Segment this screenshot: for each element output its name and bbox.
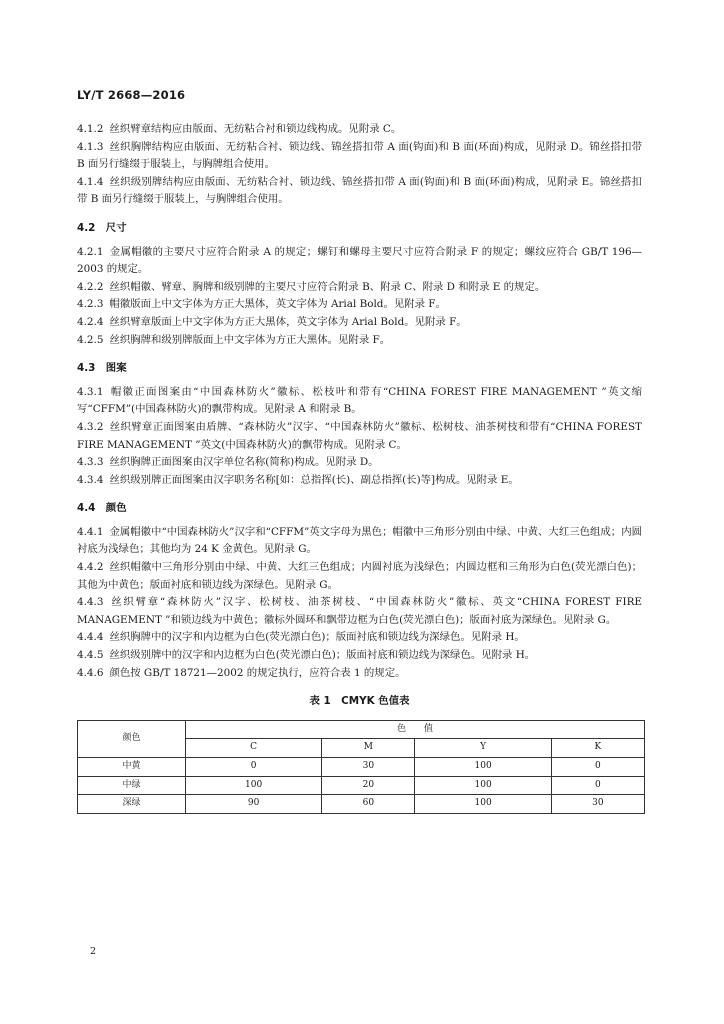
- clause-4-4-3: [77, 594, 642, 629]
- color-column-header: 颜色: [78, 720, 186, 757]
- clause-4-3-3: [77, 454, 642, 472]
- cell-y: 100: [415, 795, 551, 814]
- clause-text: 帽徽正面图案由“中国森林防火”徽标、松枝叶和带有“CHINA FOREST FIRE MANAGEMENT ”英文缩写“CFFM”(中国森林防火)的飘带构成。见附录 A 和附录 B。: [77, 385, 642, 416]
- values-group-header: 色 值: [186, 720, 645, 739]
- clause-4-3-2: [77, 419, 642, 454]
- row-color-name: 深绿: [78, 795, 186, 814]
- clause-text: 丝织帽徽、臂章、胸牌和级别牌的主要尺寸应符合附录 B、附录 C、附录 D 和附录 E 的规定。: [109, 280, 546, 293]
- cell-m: 20: [322, 776, 415, 795]
- row-color-name: 中黄: [78, 758, 186, 777]
- clause-number: 4.4.6: [77, 666, 104, 679]
- clause-4-2-5: [77, 332, 642, 350]
- clause-group-4-1: [77, 121, 642, 209]
- cell-m: 60: [322, 795, 415, 814]
- clause-text: 丝织胸牌正面图案由汉字单位名称(简称)构成。见附录 D。: [109, 456, 379, 469]
- clause-text: 丝织胸牌结构应由版面、无纺粘合衬、锁边线、锦丝搭扣带 A 面(钩面)和 B 面(环面)构成，见附录 D。锦丝搭扣带 B 面另行缝缀于服装上，与胸牌组合使用。: [77, 140, 642, 171]
- cell-k: 0: [551, 776, 644, 795]
- clause-number: 4.4.1: [77, 525, 104, 538]
- clause-4-4-1: [77, 524, 642, 559]
- cell-y: 100: [415, 758, 551, 777]
- clause-text: 丝织帽徽中三角形分别由中绿、中黄、大红三色组成；内圆衬底为浅绿色；内圆边框和三角形为白色(荧光漂白色)；其他为中黄色；版面衬底和锁边线为深绿色。见附录 G。: [77, 561, 642, 591]
- clause-4-1-3: [77, 139, 642, 174]
- clause-group-4-3: [77, 384, 642, 490]
- clause-number: 4.4.3: [77, 596, 104, 609]
- cell-m: 30: [322, 758, 415, 777]
- clause-4-2-4: [77, 314, 642, 332]
- table-row: [78, 776, 645, 795]
- clause-number: 4.4.5: [77, 649, 104, 662]
- clause-number: 4.3.2: [77, 420, 104, 433]
- table-row: [78, 795, 645, 814]
- clause-4-2-3: [77, 296, 642, 314]
- header-k: K: [551, 739, 644, 758]
- clause-4-2-1: [77, 244, 642, 279]
- clause-text: 丝织胸牌中的汉字和内边框为白色(荧光漂白色)；版面衬底和锁边线为深绿色。见附录 H。: [109, 631, 525, 644]
- clause-4-1-2: [77, 121, 642, 139]
- clause-number: 4.2.2: [77, 280, 104, 293]
- header-c: C: [186, 739, 322, 758]
- cell-c: 0: [186, 758, 322, 777]
- clause-text: 丝织级别牌中的汉字和内边框为白色(荧光漂白色)；版面衬底和锁边线为深绿色。见附录 H。: [109, 649, 536, 662]
- clause-4-4-6: [77, 665, 642, 683]
- cell-c: 90: [186, 795, 322, 814]
- clause-group-4-2: [77, 244, 642, 350]
- clause-number: 4.1.3: [77, 140, 104, 153]
- clause-number: 4.1.4: [77, 175, 104, 188]
- cmyk-table: [77, 720, 645, 814]
- clause-number: 4.3.3: [77, 456, 104, 469]
- clause-text: 颜色按 GB/T 18721—2002 的规定执行，应符合表 1 的规定。: [109, 666, 406, 679]
- section-heading-colors: 4.4 颜色: [77, 502, 127, 515]
- table-header-row: [78, 720, 645, 739]
- cell-k: 0: [551, 758, 644, 777]
- table-caption: 表 1 CMYK 色值表: [309, 695, 410, 708]
- clause-4-2-2: [77, 279, 642, 297]
- header-y: Y: [415, 739, 551, 758]
- clause-text: 丝织臂章结构应由版面、无纺粘合衬和锁边线构成。见附录 C。: [109, 123, 402, 135]
- clause-4-3-4: [77, 472, 642, 490]
- standard-code-header: LY/T 2668—2016: [77, 88, 186, 102]
- document-body: [77, 121, 642, 814]
- clause-group-4-4: [77, 524, 642, 682]
- clause-text: 丝织臂章“森林防火”汉字、松树枝、油茶树枝、“中国森林防火”徽标、英文“CHINA FOREST FIRE MANAGEMENT ”和锁边线为中黄色；徽标外圆环和飘带边框为白色(荧光漂白色)；版面衬底为深绿色。见附录 G。: [77, 596, 642, 626]
- clause-4-1-4: [77, 174, 642, 209]
- clause-text: 丝织臂章正面图案由盾牌、“森林防火”汉字、“中国森林防火”徽标、松树枝、油茶树枝和带有“CHINA FOREST FIRE MANAGEMENT ”英文(中国森林防火)的飘带构成。见附录 C。: [77, 420, 642, 451]
- clause-4-4-5: [77, 647, 642, 665]
- clause-text: 丝织臂章版面上中文字体为方正大黑体，英文字体为 Arial Bold。见附录 F。: [109, 315, 467, 328]
- clause-number: 4.1.2: [77, 123, 104, 135]
- clause-text: 丝织级别牌结构应由版面、无纺粘合衬、锁边线、锦丝搭扣带 A 面(钩面)和 B 面(环面)构成，见附录 E。锦丝搭扣带 B 面另行缝缀于服装上，与胸牌组合使用。: [77, 175, 642, 206]
- clause-number: 4.2.3: [77, 298, 104, 311]
- clause-text: 丝织胸牌和级别牌版面上中文字体为方正大黑体。见附录 F。: [109, 333, 391, 346]
- header-m: M: [322, 739, 415, 758]
- section-heading-patterns: 4.3 图案: [77, 362, 127, 375]
- clause-number: 4.4.4: [77, 631, 104, 644]
- clause-4-3-1: [77, 384, 642, 419]
- cell-k: 30: [551, 795, 644, 814]
- clause-number: 4.3.4: [77, 473, 104, 486]
- clause-number: 4.2.4: [77, 315, 104, 328]
- section-heading-dimensions: 4.2 尺寸: [77, 221, 127, 234]
- clause-number: 4.2.5: [77, 333, 104, 346]
- clause-number: 4.4.2: [77, 561, 104, 574]
- clause-number: 4.3.1: [77, 385, 104, 398]
- page-number: 2: [90, 946, 97, 957]
- clause-4-4-2: [77, 559, 642, 594]
- clause-4-4-4: [77, 629, 642, 647]
- clause-text: 丝织级别牌正面图案由汉字职务名称[如：总指挥(长)、副总指挥(长)等]构成。见附录 E。: [109, 473, 519, 486]
- clause-text: 金属帽徽的主要尺寸应符合附录 A 的规定；螺钉和螺母主要尺寸应符合附录 F 的规定；螺纹应符合 GB/T 196—2003 的规定。: [77, 245, 642, 276]
- clause-text: 金属帽徽中“中国森林防火”汉字和“CFFM”英文字母为黑色；帽徽中三角形分别由中绿、中黄、大红三色组成；内圆衬底为浅绿色；其他均为 24 K 金黄色。见附录 G。: [77, 525, 642, 556]
- clause-text: 帽徽版面上中文字体为方正大黑体，英文字体为 Arial Bold。见附录 F。: [109, 298, 446, 311]
- clause-number: 4.2.1: [77, 245, 104, 258]
- cell-c: 100: [186, 776, 322, 795]
- cell-y: 100: [415, 776, 551, 795]
- row-color-name: 中绿: [78, 776, 186, 795]
- table-row: [78, 758, 645, 777]
